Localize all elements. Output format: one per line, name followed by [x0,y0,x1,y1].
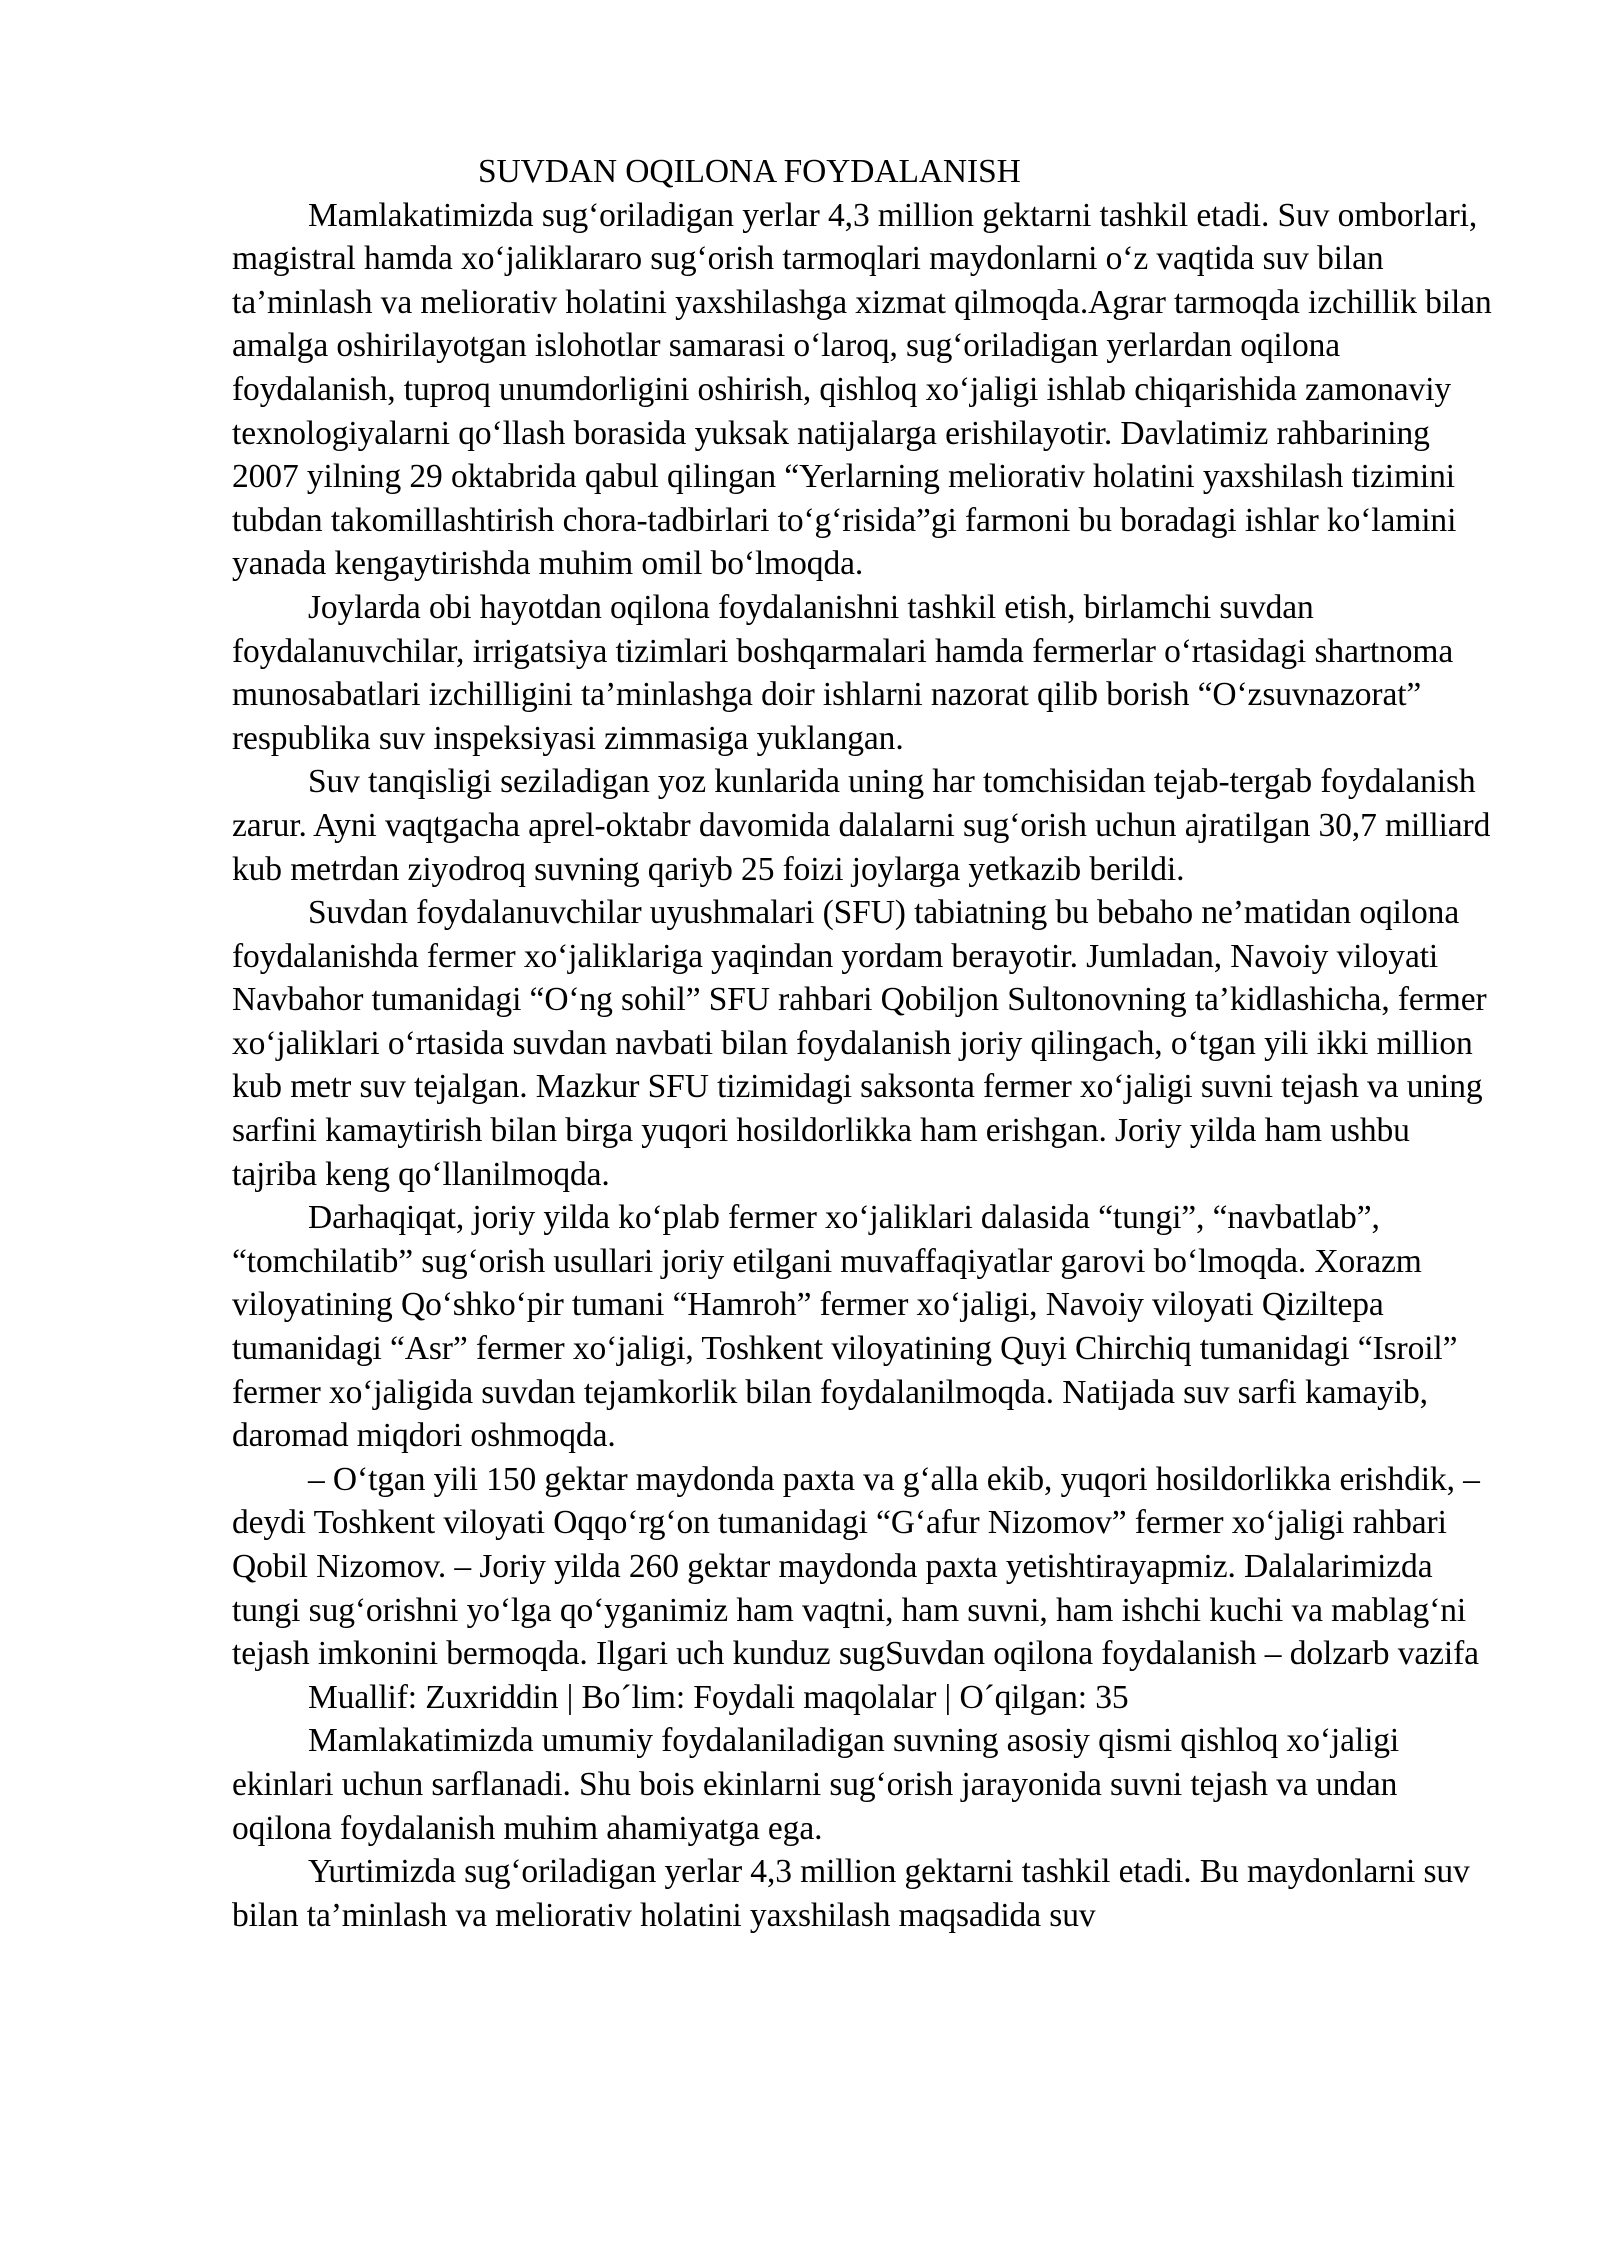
paragraph-irrigated-lands: Yurtimizda sug‘oriladigan yerlar 4,3 million gektarni tashkil etadi. Bu maydonlarni suv bilan ta’minlash va meliorativ holatini yaxshilash maqsadida suv [232,1853,1470,1934]
paragraph-intro: Mamlakatimizda sug‘oriladigan yerlar 4,3 million gektarni tashkil etadi. Suv omborlari, magistral hamda xo‘jaliklararo sug‘orish tarmoqlari maydonlarni o‘z vaqtida suv bilan ta’minlash va meliorativ holatini yaxshilashga xizmat qilmoqda.Agrar tarmoqda izchillik bilan amalga oshirilayotgan islohotlar samarasi o‘laroq, sug‘oriladigan yerlardan oqilona foydalanish, tuproq unumdorligini oshirish, qishloq xo‘jaligi ishlab chiqarishida zamonaviy texnologiyalarni qo‘llash borasida yuksak natijalarga erishilayotir. Davlatimiz rahbarining 2007 yilning 29 oktabrida qabul qilingan “Yerlarning meliorativ holatini yaxshilash tizimini tubdan takomillashtirish chora-tadbirlari to‘g‘risida”gi farmoni bu boradagi ishlar ko‘lamini yanada kengaytirishda muhim omil bo‘lmoqda. [232,196,1492,583]
paragraph-article-meta: Muallif: Zuxriddin | Bo´lim: Foydali maqolalar | O´qilgan: 35 [308,1678,1129,1716]
document-title: SUVDAN OQILONA FOYDALANISH [478,153,1021,190]
paragraph-water-users-associations: Suvdan foydalanuvchilar uyushmalari (SFU) tabiatning bu bebaho ne’matidan oqilona foydalanishda fermer xo‘jaliklariga yaqindan yordam berayotir. Jumladan, Navoiy viloyati Navbahor tumanidagi “O‘ng sohil” SFU rahbari Qobiljon Sultonovning ta’kidlashicha, fermer xo‘jaliklari o‘rtasida suvdan navbati bilan foydalanish joriy qilingach, o‘tgan yili ikki million kub metr suv tejalgan. Mazkur SFU tizimidagi saksonta fermer xo‘jaligi suvni tejash va uning sarfini kamaytirish bilan birga yuqori hosildorlikka ham erishgan. Joriy yilda ham ushbu tajriba keng qo‘llanilmoqda. [232,894,1487,1193]
paragraph-water-shortage: Suv tanqisligi seziladigan yoz kunlarida uning har tomchisidan tejab-tergab foydalanish zarur. Ayni vaqtgacha aprel-oktabr davomida dalalarni sug‘orish uchun ajratilgan 30,7 milliard kub metrdan ziyodroq suvning qariyb 25 foizi joylarga yetkazib berildi. [232,763,1491,888]
paragraph-farmer-quote: – O‘tgan yili 150 gektar maydonda paxta va g‘alla ekib, yuqori hosildorlikka erishdik, – deydi Toshkent viloyati Oqqo‘rg‘on tumanidagi “G‘afur Nizomov” fermer xo‘jaligi rahbari Qobil Nizomov. – Joriy yilda 260 gektar maydonda paxta yetishtirayapmiz. Dalalarimizda tungi sug‘orishni yo‘lga qo‘yganimiz ham vaqtni, ham suvni, ham ishchi kuchi va mablag‘ni tejash imkonini bermoqda. Ilgari uch kunduz sugSuvdan oqilona foydalanish – dolzarb vazifa [232,1460,1480,1673]
paragraph-irrigation-methods: Darhaqiqat, joriy yilda ko‘plab fermer xo‘jaliklari dalasida “tungi”, “navbatlab”, “tomchilatib” sug‘orish usullari joriy etilgani muvaffaqiyatlar garovi bo‘lmoqda. Xorazm viloyatining Qo‘shko‘pir tumani “Hamroh” fermer xo‘jaligi, Navoiy viloyati Qiziltepa tumanidagi “Asr” fermer xo‘jaligi, Toshkent viloyatining Quyi Chirchiq tumanidagi “Isroil” fermer xo‘jaligida suvdan tejamkorlik bilan foydalanilmoqda. Natijada suv sarfi kamayib, daromad miqdori oshmoqda. [232,1199,1458,1455]
paragraph-agriculture-water: Mamlakatimizda umumiy foydalaniladigan suvning asosiy qismi qishloq xo‘jaligi ekinlari uchun sarflanadi. Shu bois ekinlarni sug‘orish jarayonida suvni tejash va undan oqilona foydalanish muhim ahamiyatga ega. [232,1722,1400,1847]
document-page [232,150,1502,1937]
paragraph-water-control: Joylarda obi hayotdan oqilona foydalanishni tashkil etish, birlamchi suvdan foydalanuvchilar, irrigatsiya tizimlari boshqarmalari hamda fermerlar o‘rtasidagi shartnoma munosabatlari izchilligini ta’minlashga doir ishlarni nazorat qilib borish “O‘zsuvnazorat” respublika suv inspeksiyasi zimmasiga yuklangan. [232,588,1454,757]
